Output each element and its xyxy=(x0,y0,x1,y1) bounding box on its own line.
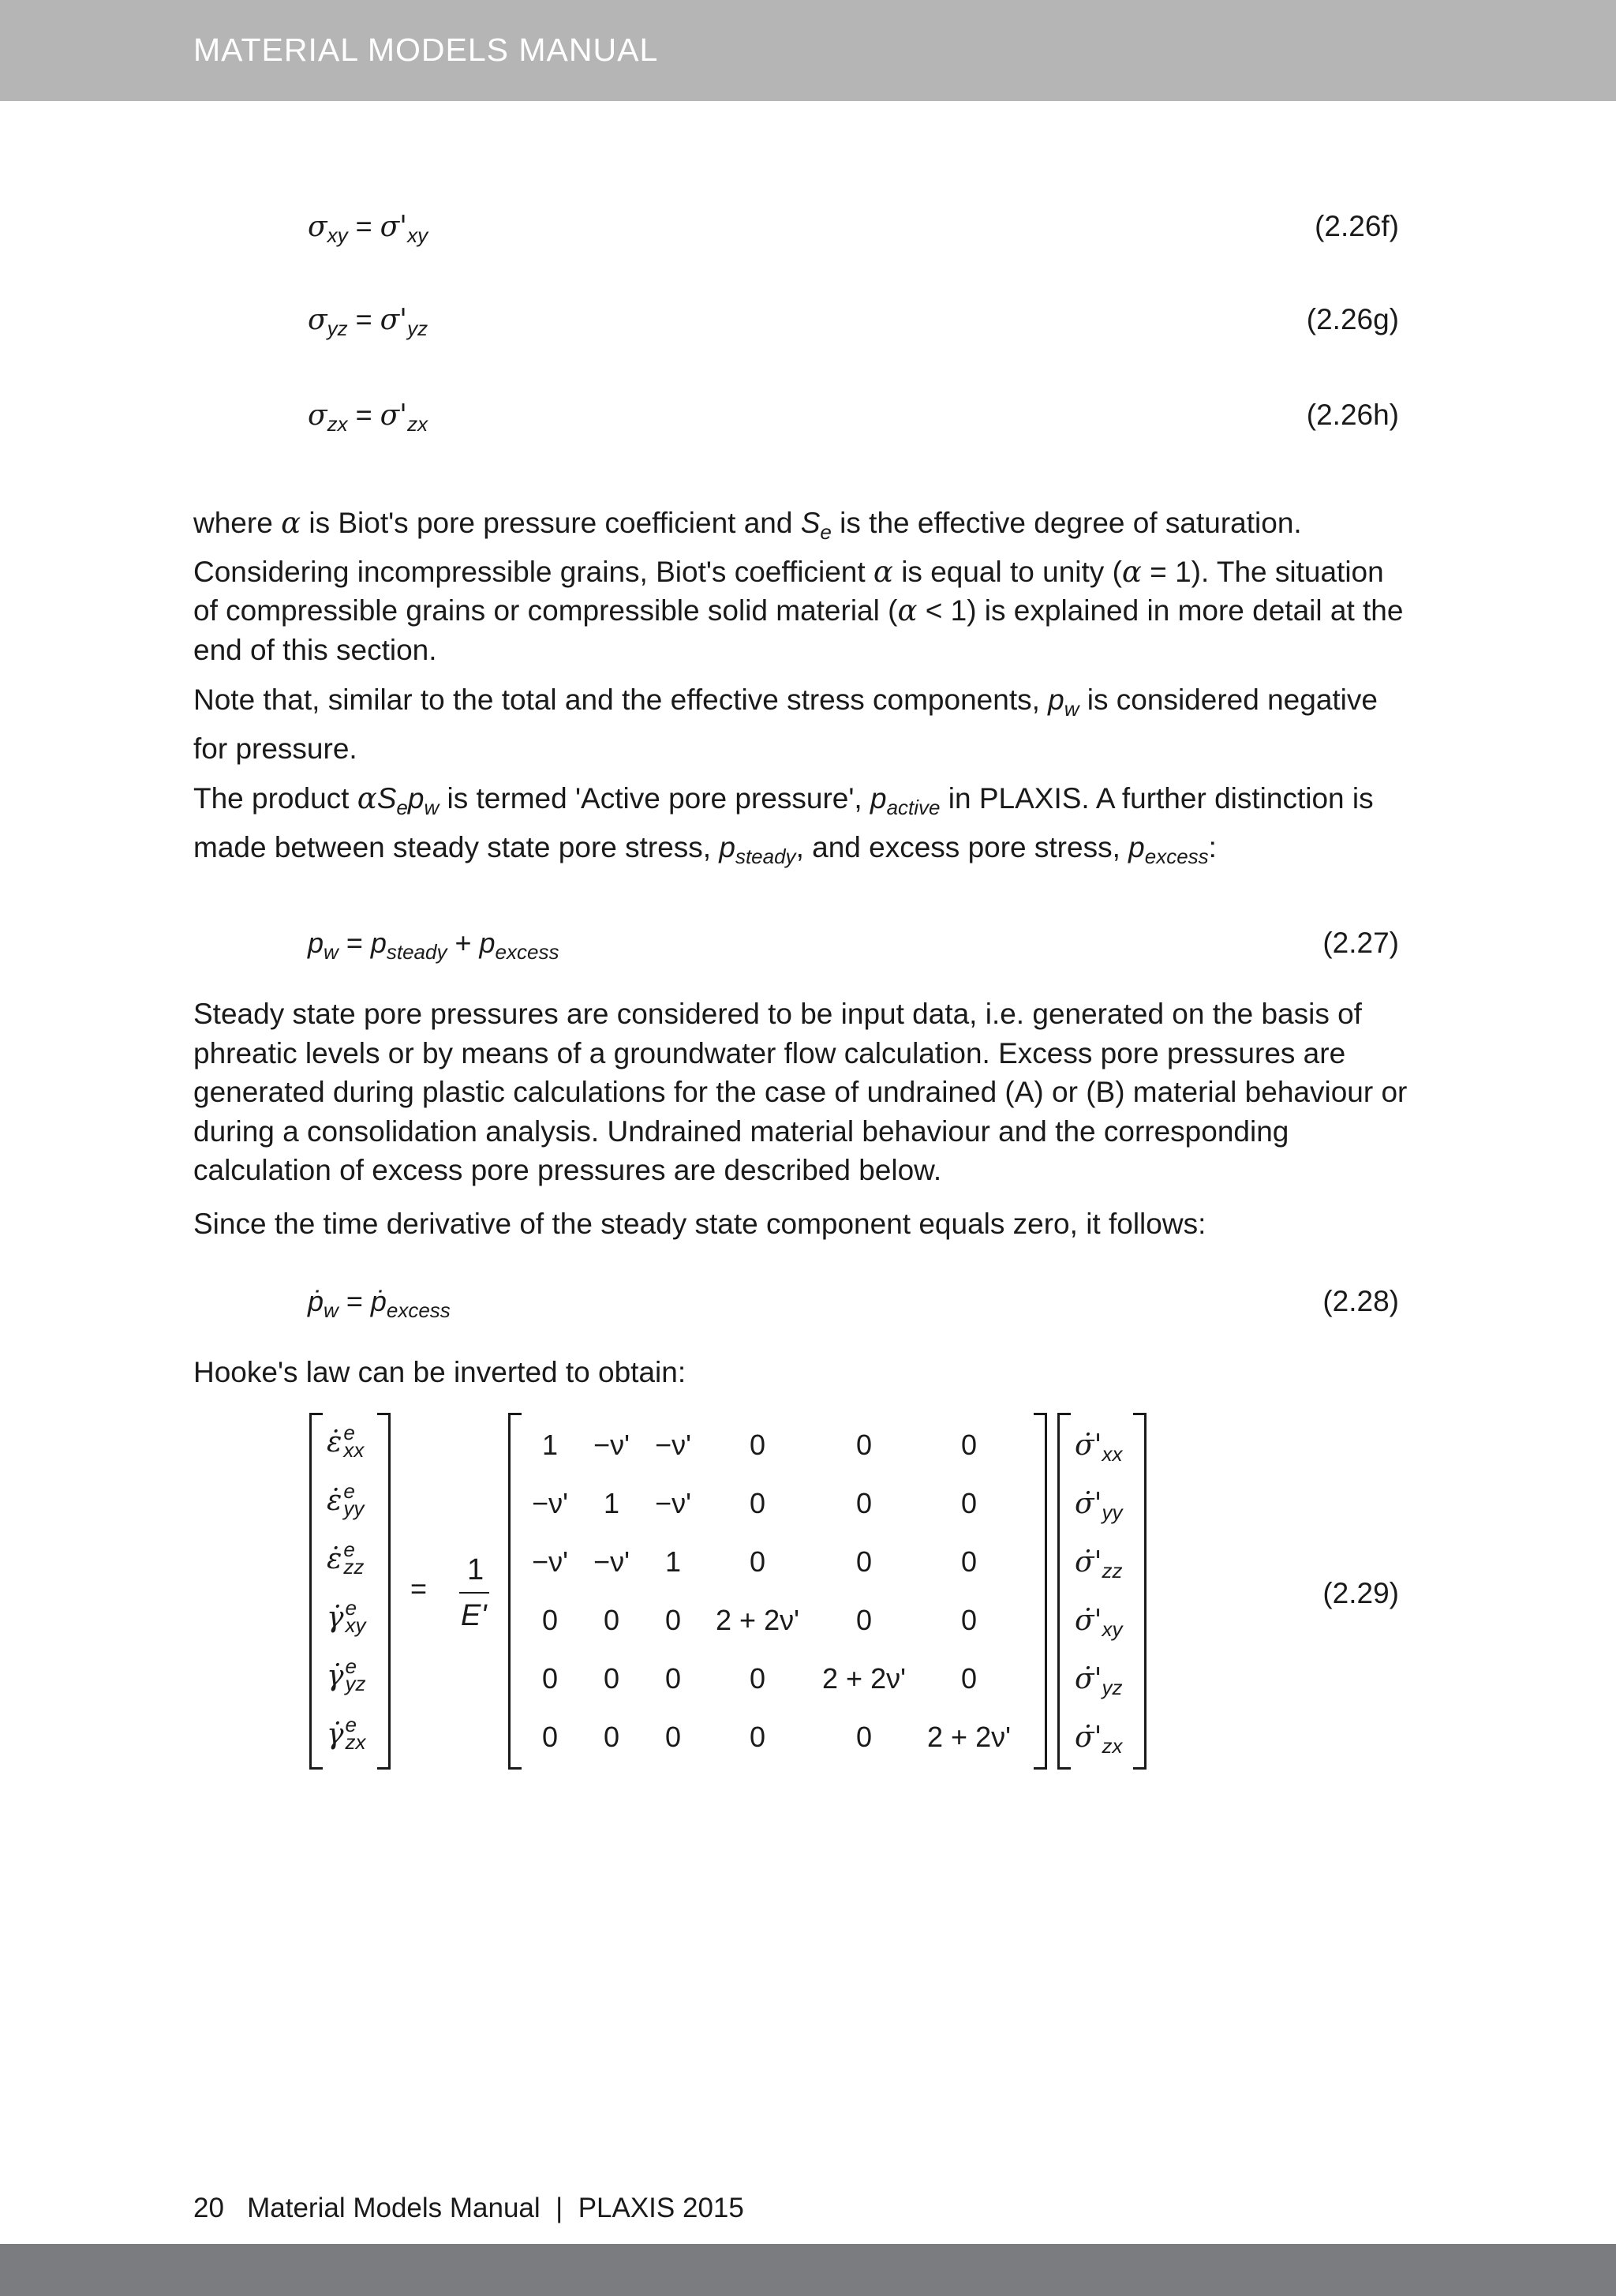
text-run: = 1). The situation of compressible grains or compressible solid material ( xyxy=(193,555,1384,627)
compliance-matrix-left-bracket xyxy=(508,1413,522,1770)
eq-subscript: zx xyxy=(327,412,348,436)
strain-rate-component xyxy=(327,1713,368,1754)
math-subscript: excess xyxy=(1144,844,1209,868)
matrix-cell: 1 xyxy=(541,1429,559,1461)
matrix-cell: 0 xyxy=(960,1545,978,1578)
matrix-cell: 0 xyxy=(855,1604,873,1636)
equation-number-2-26g: (2.26g) xyxy=(1306,303,1399,335)
math-symbol: α xyxy=(281,506,301,540)
footer-product: PLAXIS 2015 xyxy=(578,2193,744,2223)
math-subscript: e xyxy=(396,796,408,819)
equation-2-26h xyxy=(308,399,428,436)
fraction-bar xyxy=(459,1592,489,1594)
script-stack xyxy=(342,1421,365,1462)
strain-superscript: e xyxy=(345,1596,357,1620)
strain-rate-component xyxy=(327,1538,365,1579)
eq-subscript: w xyxy=(324,940,339,964)
matrix-cell: −ν' xyxy=(593,1429,630,1461)
stress-rate-component xyxy=(1075,1721,1122,1759)
lhs-vector-left-bracket xyxy=(309,1413,323,1770)
stress-rate-component xyxy=(1075,1662,1122,1700)
compliance-matrix-right-bracket xyxy=(1034,1413,1047,1770)
matrix-cell: 0 xyxy=(541,1721,559,1753)
equation-number-2-26f: (2.26f) xyxy=(1315,210,1399,242)
stress-subscript: yy xyxy=(1102,1500,1123,1524)
stress-symbol: σ̇' xyxy=(1075,1488,1102,1520)
matrix-cell: 2 + 2ν' xyxy=(822,1662,906,1695)
matrix-cell: 0 xyxy=(960,1487,978,1519)
matrix-cell: 0 xyxy=(664,1604,682,1636)
eq-equals: = xyxy=(338,1285,371,1317)
eq-symbol: ṗ xyxy=(370,1285,387,1317)
text-run: is Biot's pore pressure coefficient and xyxy=(301,507,801,539)
matrix-cell: 0 xyxy=(749,1487,766,1519)
equation-2-26f xyxy=(308,210,428,248)
matrix-equals-sign: = xyxy=(410,1572,428,1605)
equation-number-2-28: (2.28) xyxy=(1322,1285,1399,1317)
equation-2-28 xyxy=(308,1285,451,1323)
script-stack xyxy=(344,1596,368,1637)
stress-symbol: σ̇' xyxy=(1075,1663,1102,1695)
paragraph-pw-sign xyxy=(193,680,1408,768)
matrix-cell: 0 xyxy=(749,1662,766,1695)
strain-subscript: xy xyxy=(345,1613,366,1637)
text-run: < 1) is explained in more detail at the end of this section. xyxy=(193,594,1404,666)
eq-symbol: σ' xyxy=(380,399,408,432)
math-symbol: p xyxy=(1048,684,1064,716)
matrix-cell: 0 xyxy=(855,1545,873,1578)
strain-subscript: yz xyxy=(345,1672,366,1695)
stress-rate-component xyxy=(1075,1429,1122,1466)
stress-subscript: zz xyxy=(1102,1559,1123,1582)
math-symbol: p xyxy=(870,782,887,815)
text-run: is equal to unity ( xyxy=(892,555,1122,588)
stress-subscript: xx xyxy=(1102,1442,1123,1466)
eq-symbol: σ' xyxy=(380,211,408,243)
matrix-cell: 1 xyxy=(664,1545,682,1578)
matrix-cell: 0 xyxy=(749,1721,766,1753)
equation-number-2-27: (2.27) xyxy=(1322,927,1399,959)
text-run: is termed 'Active pore pressure', xyxy=(439,782,870,815)
paragraph-steady-state: Steady state pore pressures are considered to be input data, i.e. generated on the basis of phreatic levels or by means of a groundwater flow calculation. Excess pore pressures are generated during plastic calculations for the case of undrained (A) or (B) material behaviour or during a consolidation analysis. Undrained material behaviour and the corresponding calculation of excess pore pressures are described below. xyxy=(193,998,1408,1186)
body-text-block-1 xyxy=(193,504,1408,876)
strain-symbol: ε̇ xyxy=(327,1426,342,1459)
eq-equals: = xyxy=(347,210,380,242)
strain-rate-component xyxy=(327,1479,365,1520)
eq-symbol: σ xyxy=(308,211,327,243)
strain-superscript: e xyxy=(345,1713,357,1736)
stress-symbol: σ̇' xyxy=(1075,1605,1102,1637)
eq-subscript: excess xyxy=(386,1298,451,1322)
equation-number-2-29: (2.29) xyxy=(1322,1577,1399,1609)
script-stack xyxy=(342,1538,365,1579)
eq-symbol: σ xyxy=(308,399,327,432)
math-subscript: active xyxy=(886,796,941,819)
script-stack xyxy=(344,1713,368,1754)
strain-rate-component xyxy=(327,1596,368,1637)
script-stack xyxy=(342,1479,365,1520)
matrix-cell: 0 xyxy=(541,1604,559,1636)
equation-number-2-26h: (2.26h) xyxy=(1306,399,1399,431)
footer-manual-title: Material Models Manual xyxy=(247,2193,541,2223)
math-symbol: α xyxy=(1121,554,1142,589)
math-subscript: e xyxy=(820,520,832,544)
lhs-vector-right-bracket xyxy=(377,1413,391,1770)
rhs-vector-right-bracket xyxy=(1133,1413,1147,1770)
eq-symbol: p xyxy=(308,927,324,959)
strain-rate-component xyxy=(327,1421,365,1462)
strain-subscript: xx xyxy=(343,1438,365,1462)
math-symbol: α xyxy=(873,554,893,589)
text-run: Note that, similar to the total and the effective stress components, xyxy=(193,684,1049,716)
paragraph-biot-coefficient xyxy=(193,504,1408,669)
stress-rate-component xyxy=(1075,1487,1122,1525)
paragraph-active-pore-pressure xyxy=(193,779,1408,876)
math-symbol: α xyxy=(357,781,377,815)
stress-rate-component xyxy=(1075,1604,1122,1642)
matrix-cell: 0 xyxy=(855,1721,873,1753)
paragraph-hookes-law: Hooke's law can be inverted to obtain: xyxy=(193,1356,686,1388)
matrix-cell: 0 xyxy=(960,1662,978,1695)
eq-equals: = xyxy=(347,303,380,335)
strain-subscript: zx xyxy=(345,1730,366,1754)
matrix-cell: 2 + 2ν' xyxy=(927,1721,1011,1753)
text-run: in PLAXIS. A further distinction is made between steady state pore stress, xyxy=(193,782,1374,863)
eq-subscript: yz xyxy=(327,316,348,340)
page-header-bar xyxy=(0,0,1616,101)
stress-symbol: σ̇' xyxy=(1075,1429,1102,1462)
text-run: where xyxy=(193,507,282,539)
eq-subscript: steady xyxy=(386,940,447,964)
stress-subscript: xy xyxy=(1102,1617,1123,1641)
strain-symbol: ε̇ xyxy=(327,1485,342,1517)
matrix-cell: −ν' xyxy=(655,1429,691,1461)
matrix-cell: 0 xyxy=(541,1662,559,1695)
eq-subscript: xy xyxy=(327,223,348,247)
rhs-vector-left-bracket xyxy=(1057,1413,1071,1770)
text-run: : xyxy=(1208,830,1217,863)
matrix-cell: 0 xyxy=(855,1429,873,1461)
running-header-title: MATERIAL MODELS MANUAL xyxy=(193,32,659,68)
page-number: 20 xyxy=(193,2193,224,2223)
matrix-cell: 0 xyxy=(603,1721,620,1753)
matrix-cell: 0 xyxy=(749,1545,766,1578)
text-run: , and excess pore stress, xyxy=(795,830,1129,863)
strain-superscript: e xyxy=(343,1479,355,1503)
eq-symbol: ṗ xyxy=(308,1285,324,1317)
stress-symbol: σ̇' xyxy=(1075,1721,1102,1754)
matrix-cell: 0 xyxy=(664,1721,682,1753)
eq-subscript: excess xyxy=(495,940,559,964)
matrix-cell: 0 xyxy=(960,1604,978,1636)
strain-symbol: ε̇ xyxy=(327,1543,342,1575)
math-symbol: p xyxy=(719,830,735,863)
eq-plus: + xyxy=(447,927,480,959)
math-symbol: p xyxy=(1128,830,1145,863)
script-stack xyxy=(344,1654,368,1695)
equation-2-29 xyxy=(308,1413,1152,1776)
matrix-cell: 0 xyxy=(603,1604,620,1636)
matrix-cell: 0 xyxy=(603,1662,620,1695)
text-run: is considered negative for pressure. xyxy=(193,684,1378,765)
matrix-cell: 2 + 2ν' xyxy=(716,1604,799,1636)
eq-subscript: xy xyxy=(407,223,428,247)
strain-superscript: e xyxy=(345,1654,357,1678)
equation-2-27 xyxy=(308,927,559,964)
page-footer-bar xyxy=(0,2244,1616,2296)
matrix-cell: −ν' xyxy=(593,1545,630,1578)
matrix-cell: −ν' xyxy=(532,1545,568,1578)
eq-symbol: p xyxy=(479,927,496,959)
eq-equals: = xyxy=(338,927,371,959)
strain-subscript: zz xyxy=(343,1555,365,1579)
page-footer xyxy=(193,2193,744,2224)
math-subscript: w xyxy=(424,796,440,819)
matrix-cell: −ν' xyxy=(532,1487,568,1519)
eq-symbol: σ' xyxy=(380,304,408,336)
strain-symbol: γ̇ xyxy=(327,1601,344,1634)
eq-equals: = xyxy=(347,399,380,431)
matrix-cell: −ν' xyxy=(655,1487,691,1519)
equation-2-26g xyxy=(308,303,428,341)
eq-symbol: p xyxy=(370,927,387,959)
strain-superscript: e xyxy=(343,1421,355,1444)
math-subscript: steady xyxy=(735,844,796,868)
stress-subscript: zx xyxy=(1102,1734,1123,1758)
matrix-cell: 1 xyxy=(603,1487,620,1519)
fraction-denominator: E' xyxy=(461,1599,487,1632)
text-run: is the effective degree of saturation. Considering incompressible grains, Biot's coefficient xyxy=(193,507,1302,588)
strain-superscript: e xyxy=(343,1538,355,1561)
stress-rate-component xyxy=(1075,1545,1122,1583)
math-symbol: S xyxy=(800,507,821,539)
math-symbol: S xyxy=(376,782,397,815)
math-symbol: p xyxy=(407,782,425,815)
strain-symbol: γ̇ xyxy=(327,1718,344,1751)
strain-rate-component xyxy=(327,1654,368,1695)
footer-separator: | xyxy=(556,2193,563,2223)
strain-symbol: γ̇ xyxy=(327,1660,344,1692)
matrix-cell: 0 xyxy=(664,1662,682,1695)
body-text-block-3 xyxy=(193,1353,1408,1392)
matrix-cell: 0 xyxy=(960,1429,978,1461)
eq-subscript: yz xyxy=(407,316,428,340)
math-subscript: w xyxy=(1064,697,1079,721)
paragraph-time-derivative: Since the time derivative of the steady state component equals zero, it follows: xyxy=(193,1207,1206,1240)
body-text-block-2 xyxy=(193,994,1408,1243)
stress-symbol: σ̇' xyxy=(1075,1546,1102,1579)
eq-subscript: w xyxy=(324,1298,339,1322)
strain-subscript: yy xyxy=(343,1496,365,1520)
eq-symbol: σ xyxy=(308,304,327,336)
eq-subscript: zx xyxy=(407,412,428,436)
fraction-numerator: 1 xyxy=(467,1553,484,1586)
stress-subscript: yz xyxy=(1102,1676,1123,1699)
matrix-cell: 0 xyxy=(749,1429,766,1461)
text-run: The product xyxy=(193,782,357,815)
math-symbol: α xyxy=(897,594,918,627)
matrix-cell: 0 xyxy=(855,1487,873,1519)
